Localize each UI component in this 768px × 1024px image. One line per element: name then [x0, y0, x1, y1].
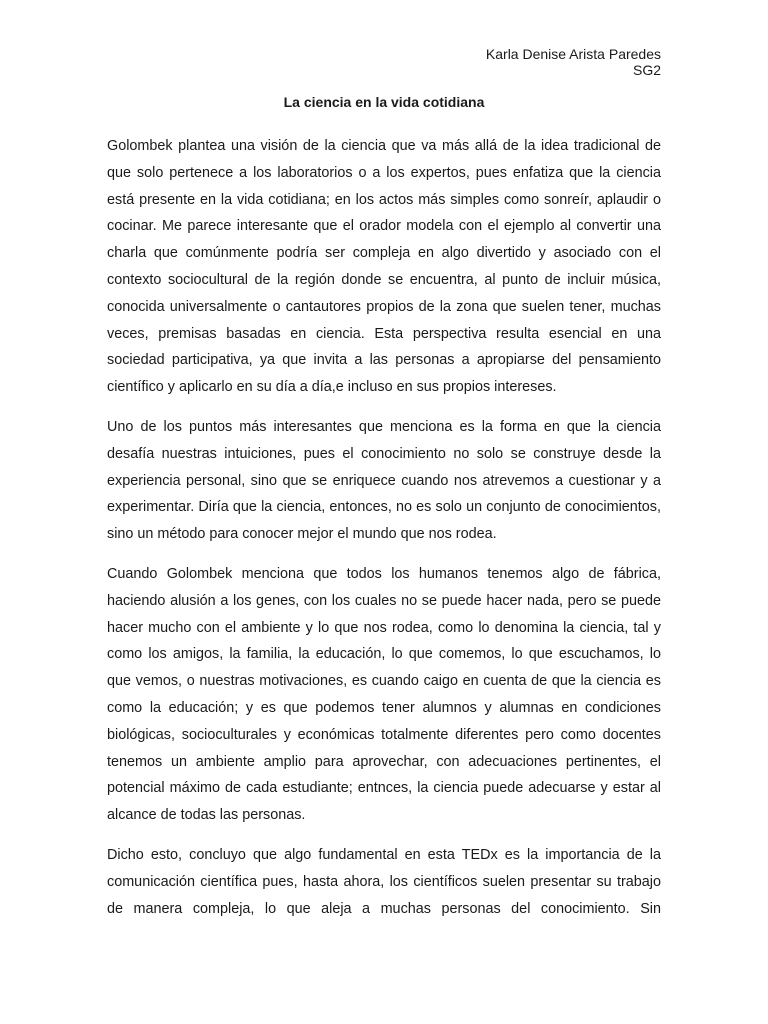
paragraph-1: Golombek plantea una visión de la ciencia que va más allá de la idea tradicional de que solo pertenece a los laboratorios o a los expertos, pues enfatiza que la ciencia está presente en la vida cotidiana; en los actos más simples como sonreír, aplaudir o cocinar. Me parece interesante que el orador modela con el ejemplo al convertir una charla que comúnmente podría ser compleja en algo divertido y asociado con el contexto sociocultural de la región donde se encuentra, al punto de incluir música, conocida universalmente o cantautores propios de la zona que suelen tener, muchas veces, premisas basadas en ciencia. Esta perspectiva resulta esencial en una sociedad participativa, ya que invita a las personas a apropiarse del pensamiento científico y aplicarlo en su día a día,e incluso en sus propios intereses. [107, 138, 661, 396]
document-header [486, 46, 661, 78]
document-body [107, 133, 661, 922]
paragraph-3: Cuando Golombek menciona que todos los humanos tenemos algo de fábrica, haciendo alusión a los genes, con los cuales no se puede hacer nada, pero se puede hacer mucho con el ambiente y lo que nos rodea, como lo denomina la ciencia, tal y como los amigos, la familia, la educación, lo que comemos, lo que escuchamos, lo que vemos, o nuestras motivaciones, es cuando caigo en cuenta de que la ciencia es como la educación; y es que podemos tener alumnos y alumnas en condiciones biológicas, socioculturales y económicas totalmente diferentes pero como docentes tenemos un ambiente amplio para aprovechar, con adecuaciones pertinentes, el potencial máximo de cada estudiante; entnces, la ciencia puede adecuarse y estar al alcance de todas las personas. [107, 565, 661, 824]
paragraph-4: Dicho esto, concluyo que algo fundamental en esta TEDx es la importancia de la comunicación científica pues, hasta ahora, los científicos suelen presentar su trabajo de manera compleja, lo que aleja a muchas personas del conocimiento. Sin [107, 846, 661, 917]
group-label: SG2 [632, 62, 661, 78]
document-title: La ciencia en la vida cotidiana [283, 94, 485, 110]
author-name: Karla Denise Arista Paredes [485, 46, 661, 62]
paragraph-2: Uno de los puntos más interesantes que menciona es la forma en que la ciencia desafía nuestras intuiciones, pues el conocimiento no solo se construye desde la experiencia personal, sino que se enriquece cuando nos atrevemos a cuestionar y a experimentar. Diría que la ciencia, entonces, no es solo un conjunto de conocimientos, sino un método para conocer mejor el mundo que nos rodea. [107, 418, 661, 543]
